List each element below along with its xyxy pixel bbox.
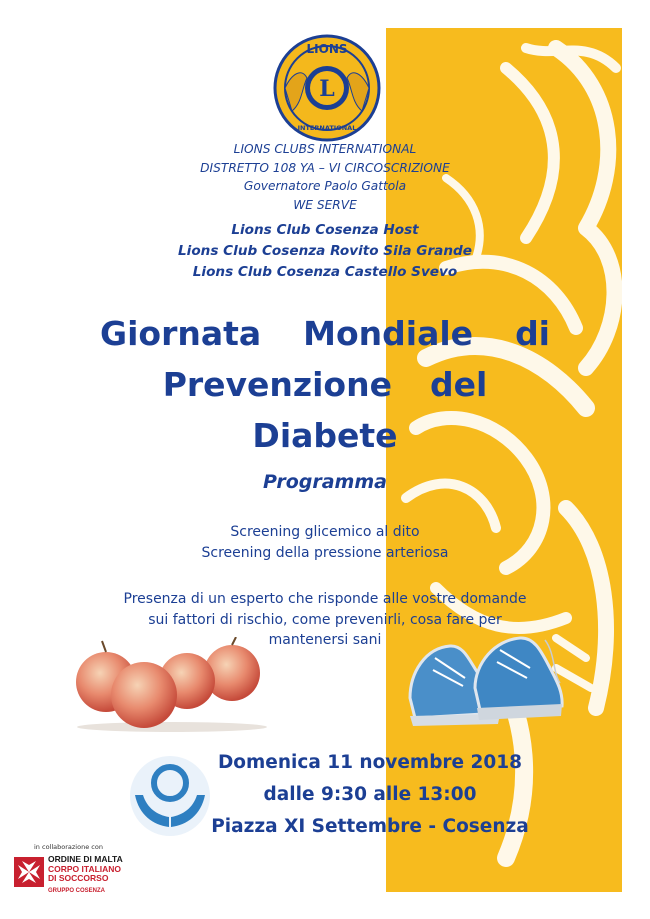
title-word: Prevenzione (162, 365, 392, 404)
malta-line-2: CORPO ITALIANO (48, 863, 122, 874)
screening-list (150, 522, 500, 564)
logo-top-text: LIONS (306, 42, 348, 56)
expert-line: mantenersi sani (268, 632, 382, 648)
organization-header (120, 140, 530, 214)
event-details (205, 747, 535, 843)
maltese-cross-icon (14, 857, 44, 887)
expert-line: sui fattori di rischio, come prevenirli, cosa fare per (148, 611, 502, 628)
title-line-3: Diabete (252, 416, 398, 455)
header-line-4: WE SERVE (293, 197, 357, 212)
club-name: Lions Club Cosenza Rovito Sila Grande (178, 243, 472, 259)
screening-item: Screening glicemico al dito (230, 524, 420, 540)
title-word: Mondiale (303, 314, 474, 353)
event-title (90, 308, 560, 461)
title-line-2 (90, 359, 560, 410)
malta-org-name (48, 855, 138, 896)
header-line-1: LIONS CLUBS INTERNATIONAL (233, 142, 417, 156)
malta-line-1: ORDINE DI MALTA (48, 854, 123, 864)
screening-item: Screening della pressione arteriosa (201, 545, 449, 561)
club-name: Lions Club Cosenza Castello Svevo (192, 264, 458, 280)
diabetes-care-logo (125, 753, 215, 839)
club-name: Lions Club Cosenza Host (231, 222, 419, 238)
event-date: Domenica 11 novembre 2018 (217, 752, 523, 773)
apples-image (72, 637, 272, 732)
collaboration-label: in collaborazione con (34, 843, 103, 851)
malta-line-3: DI SOCCORSO (48, 873, 109, 883)
logo-bottom-text: INTERNATIONAL (297, 124, 357, 132)
header-line-2: DISTRETTO 108 YA – VI CIRCOSCRIZIONE (200, 160, 450, 175)
title-word: del (429, 365, 488, 404)
logo-letter: L (319, 76, 335, 102)
expert-line: Presenza di un esperto che risponde alle vostre domande (123, 591, 527, 607)
club-list (110, 220, 540, 283)
header-line-3: Governatore Paolo Gattola (243, 179, 407, 193)
lions-international-logo (272, 33, 382, 143)
title-word: Giornata (100, 314, 262, 353)
event-place: Piazza XI Settembre - Cosenza (211, 816, 529, 837)
malta-group: GRUPPO COSENZA (48, 887, 106, 894)
title-word: di (515, 314, 550, 353)
sneakers-image (405, 628, 565, 733)
event-time: dalle 9:30 alle 13:00 (263, 784, 477, 805)
title-line-1 (90, 308, 560, 359)
program-heading: Programma (263, 471, 387, 493)
